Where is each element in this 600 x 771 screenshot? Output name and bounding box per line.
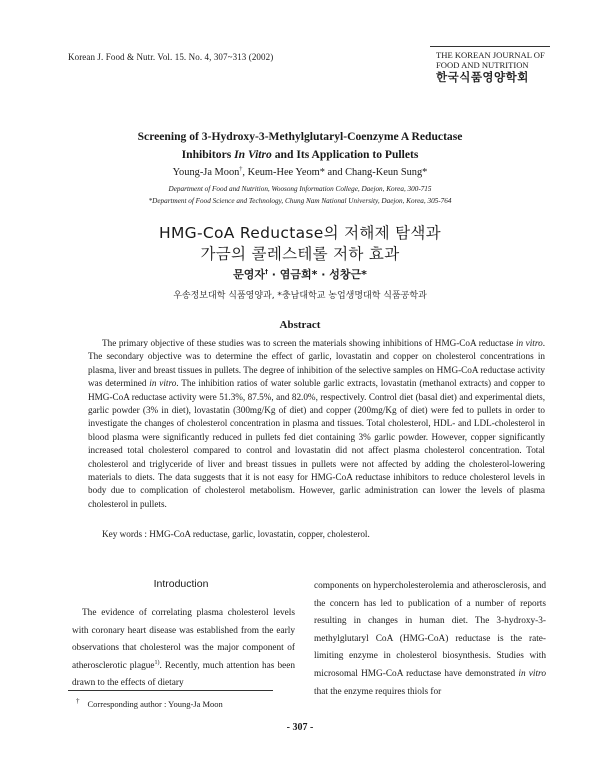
abstract-text-3: . The inhibition ratios of water soluble garlic extracts, lovastatin (methanol extracts) and copper to HMG-CoA reductase activity were 51.3%, 87.5%, and 82.0%, respectively. Control diet (basal diet) and experimental diets, garlic powder (3% in diet), lovastatin (300mg/Kg of diet) and copper (200mg/Kg of diet) were fed to pullets in order to investigate the changes of cholesterol concentration in plasma and tissues. Total cholesterol, HDL- and LDL-cholesterol in blood plasma were significantly reduced in pullets fed diet containing 3% garlic powder. However, copper significantly increased total cholesterol compared to control and lovastatin did not affect plasma cholesterol concentration. Total cholesterol and triglyceride of liver and breast tissues in pullets were not affected by adding the cholesterol-lowering materials to diets. The data suggests that it is not easy for HMG-CoA reductase inhibitors to reduce cholesterol levels in body due to complication of cholesterol metabolism. However, garlic administration can lower the levels of plasma cholesterol in pullets. (88, 378, 545, 509)
paper-title-en (40, 128, 560, 164)
authors-ko (40, 266, 560, 282)
affiliation-ko: 우송정보대학 식품영양과, *충남대학교 농업생명대학 식품공학과 (173, 291, 427, 301)
title-ko-line2: 가금의 콜레스테롤 저하 효과 (200, 245, 400, 263)
title-en-line1: Screening of 3-Hydroxy-3-Methylglutaryl-Coenzyme A Reductase (137, 130, 463, 143)
citation-sup-1: 1) (154, 659, 160, 666)
journal-name-en-line2: FOOD AND NUTRITION (436, 60, 529, 70)
authors-en-rest: , Keum-Hee Yeom* and Chang-Keun Sung* (242, 167, 428, 178)
title-en-line2-post: and Its Application to Pullets (271, 148, 419, 161)
abstract-text-2: . The secondary objective was to determine the effect of garlic, lovastatin and copper on cholesterol concentrations in plasma, liver and breast tissues in pullets. The degree of inhibition of the selective samples on HMG-CoA reductase activity was determined (88, 338, 545, 389)
title-ko-line1: HMG-CoA Reductase의 저해제 탐색과 (159, 224, 441, 242)
abstract-italic-1: in vitro (515, 338, 543, 348)
journal-name-ko: 한국식품영양학회 (436, 70, 529, 84)
abstract-text-1: The primary objective of these studies was to screen the materials showing inhibitions of HMG-CoA reductase (102, 338, 516, 348)
affiliation-en-1: Department of Food and Nutrition, Woosong Information College, Daejon, Korea, 300-715 (168, 185, 432, 193)
footnote-text: Corresponding author : Young-Ja Moon (87, 698, 223, 709)
author1-mark: † (239, 166, 243, 173)
header-rule (430, 46, 550, 47)
footnote-mark: † (76, 697, 80, 705)
intro-right-italic: in vitro (518, 668, 546, 679)
author1-en: Young-Ja Moon (172, 167, 240, 178)
citation-header: Korean J. Food & Nutr. Vol. 15. No. 4, 307~313 (2002) (68, 52, 274, 62)
introduction-heading: Introduction (153, 578, 209, 590)
abstract-italic-2: in vitro (149, 378, 177, 389)
author1-ko-mark: † (264, 268, 268, 276)
title-en-line2 (40, 146, 560, 164)
page-number: - 307 - (286, 722, 314, 733)
footnote (76, 697, 223, 709)
title-en-line2-italic: In Vitro (234, 148, 272, 161)
introduction-left-column (72, 605, 295, 693)
journal-header (436, 50, 546, 85)
journal-name-en-line1: THE KOREAN JOURNAL OF (436, 50, 545, 60)
paper-title-ko (40, 223, 560, 265)
intro-right-text-2: that the enzyme requires thiols for (314, 686, 442, 697)
introduction-right-column (314, 578, 546, 701)
author1-ko: 문영자 (233, 268, 265, 281)
affiliation-en-2: *Department of Food Science and Technology, Chung Nam National University, Daejon, Korea, 305-764 (148, 197, 452, 205)
intro-left-text-2: . Recently, much attention has been drawn to the effects of dietary (72, 660, 295, 689)
abstract-heading: Abstract (279, 319, 321, 331)
title-en-line2-pre: Inhibitors (181, 148, 235, 161)
keywords: Key words : HMG-CoA reductase, garlic, lovastatin, copper, cholesterol. (102, 529, 370, 539)
intro-left-text-1: The evidence of correlating plasma cholesterol levels with coronary heart disease was established from the early observations that cholesterol was the major component of atherosclerotic plague (72, 608, 295, 671)
authors-ko-rest: · 염금희* · 성창근* (267, 268, 367, 281)
footnote-rule (68, 690, 273, 691)
abstract-body (88, 337, 545, 511)
intro-right-text-1: components on hypercholesterolemia and atherosclerosis, and the concern has led to publication of a number of reports resulting in changes in human diet. The 3-hydroxy-3-methylglutaryl CoA (HMG-CoA) reductase is the rate-limiting enzyme in cholesterol biosynthesis. Studies with microsomal HMG-CoA reductase have demonstrated (314, 581, 546, 679)
authors-en (40, 167, 560, 178)
